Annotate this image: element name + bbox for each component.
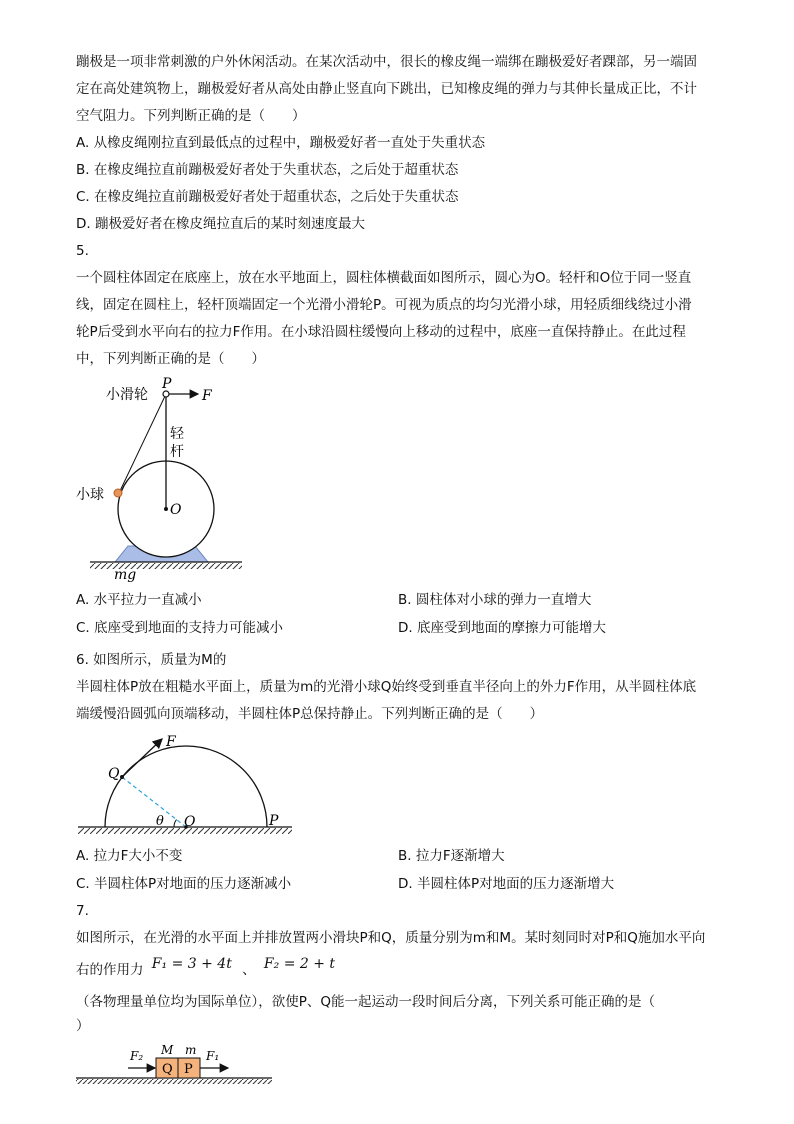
q6-figure-half-cylinder — [72, 726, 302, 838]
q5-number: 5. — [76, 243, 89, 259]
center-dot — [164, 507, 168, 511]
q5-stem-line-1: 一个圆柱体固定在底座上，放在水平地面上，圆柱体横截面如图所示，圆心为O。轻杆和O位于同一竖直 — [76, 270, 692, 286]
ground-hatch — [76, 1079, 272, 1084]
q5-stem-line-2: 线，固定在圆柱上，轻杆顶端固定一个光滑小滑轮P。可视为质点的均匀光滑小球，用轻质细线绕过小滑 — [76, 297, 692, 313]
q5-stem-line-4: 中，下列判断正确的是（ ） — [76, 351, 265, 367]
q6-option-c: C. 半圆柱体P对地面的压力逐渐减小 — [76, 876, 292, 892]
q7-stem-line-1: 如图所示，在光滑的水平面上并排放置两小滑块P和Q，质量分别为m和M。某时刻同时对P和Q施加水平向 — [76, 930, 706, 946]
q4-stem-line-1: 蹦极是一项非常刺激的户外休闲活动。在某次活动中，很长的橡皮绳一端绑在蹦极爱好者踝部，另一端固 — [76, 54, 697, 70]
q5-option-a: A. 水平拉力一直减小 — [76, 592, 202, 608]
q5-option-d: D. 底座受到地面的摩擦力可能增大 — [398, 620, 606, 636]
ball-Q-icon — [120, 775, 124, 779]
q7-formula-f1: F₁ = 3 + 4t — [151, 956, 232, 972]
label-P: P — [269, 813, 279, 829]
label-rod-2: 杆 — [170, 444, 184, 460]
q6-option-b: B. 拉力F逐渐增大 — [398, 848, 505, 864]
label-O: O — [170, 502, 182, 518]
q6-stem-line-2: 端缓慢沿圆弧向顶端移动，半圆柱体P总保持静止。下列判断正确的是（ ） — [76, 706, 544, 722]
ball-icon — [114, 489, 122, 497]
q4-option-c: C. 在橡皮绳拉直前蹦极爱好者处于超重状态，之后处于失重状态 — [76, 189, 459, 205]
label-pulley: 小滑轮 — [106, 387, 148, 403]
angle-arc — [174, 820, 177, 827]
q6-stem-first: 6. 如图所示，质量为M的 — [76, 652, 227, 668]
q7-stem-line-3: （各物理量单位均为国际单位），欲使P、Q能一起运动一段时间后分离，下列关系可能正确的是（ — [76, 994, 656, 1010]
label-ball: 小球 — [76, 487, 104, 503]
radius-dashed — [122, 777, 186, 827]
q4-stem-line-3: 空气阻力。下列判断正确的是（ ） — [76, 108, 306, 124]
label-theta: θ — [156, 814, 164, 829]
label-F2: F₂ — [130, 1049, 144, 1063]
q7-formula-f2: F₂ = 2 + t — [263, 956, 336, 972]
label-M: M — [161, 1043, 174, 1057]
q7-stem-line-4: ） — [76, 1018, 90, 1034]
q4-stem-line-2: 定在高处建筑物上，蹦极爱好者从高处由静止竖直向下跳出，已知橡皮绳的弹力与其伸长量成正比，不计 — [76, 81, 697, 97]
q4-option-a: A. 从橡皮绳刚拉直到最低点的过程中，蹦极爱好者一直处于失重状态 — [76, 135, 486, 151]
q6-option-a: A. 拉力F大小不变 — [76, 848, 183, 864]
label-F: F — [202, 388, 212, 404]
q4-option-b: B. 在橡皮绳拉直前蹦极爱好者处于失重状态，之后处于超重状态 — [76, 162, 459, 178]
q5-stem-line-3: 轮P后受到水平向右的拉力F作用。在小球沿圆柱缓慢向上移动的过程中，底座一直保持静止。在此过程 — [76, 324, 686, 340]
q6-stem-line-1: 半圆柱体P放在粗糙水平面上，质量为m的光滑小球Q始终受到垂直半径向上的外力F作用，从半圆柱体底 — [76, 679, 697, 695]
q7-stem-line-2 — [76, 956, 726, 980]
label-mg: mg — [114, 567, 137, 583]
q7-figure-blocks — [72, 1040, 282, 1090]
label-P: P — [162, 376, 172, 392]
q7-stem-prefix: 右的作用力 — [76, 962, 144, 978]
label-m: m — [185, 1043, 197, 1057]
label-Q: Q — [162, 1062, 173, 1077]
q7-number: 7. — [76, 903, 89, 919]
q6-option-d: D. 半圆柱体P对地面的压力逐渐增大 — [398, 876, 615, 892]
label-P: P — [184, 1062, 193, 1077]
q5-option-b: B. 圆柱体对小球的弹力一直增大 — [398, 592, 592, 608]
q7-separator: 、 — [242, 962, 256, 978]
label-F1: F₁ — [206, 1049, 220, 1063]
q5-figure-cylinder — [70, 372, 260, 587]
ground-hatch — [90, 563, 242, 569]
label-Q: Q — [108, 766, 120, 782]
label-F: F — [166, 734, 176, 750]
q5-option-c: C. 底座受到地面的支持力可能减小 — [76, 620, 284, 636]
force-arrow — [122, 739, 162, 777]
q4-option-d: D. 蹦极爱好者在橡皮绳拉直后的某时刻速度最大 — [76, 216, 365, 232]
label-O: O — [184, 814, 196, 830]
label-rod-1: 轻 — [170, 426, 184, 442]
